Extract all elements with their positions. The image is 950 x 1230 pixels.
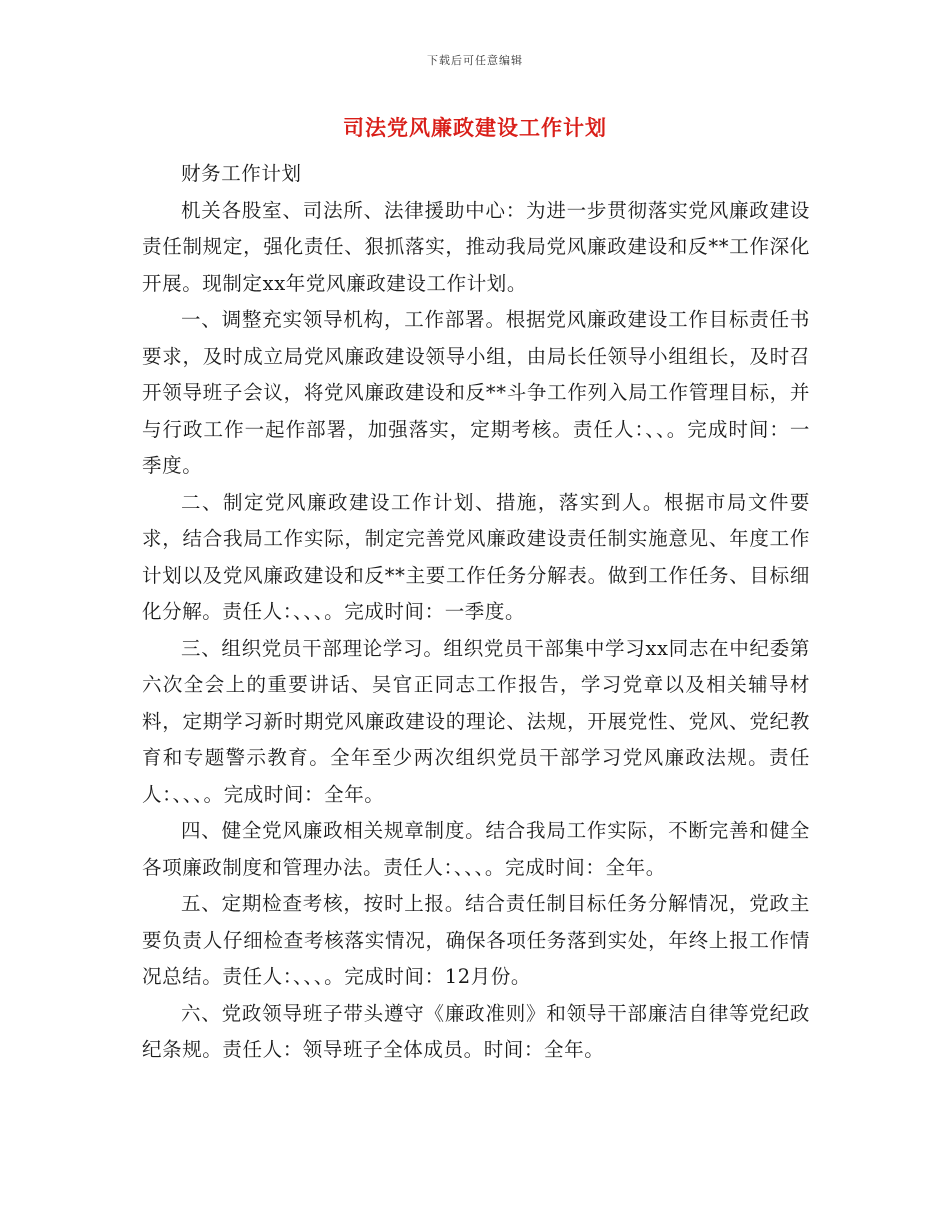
paragraph-intro: 机关各股室、司法所、法律援助中心：为进一步贯彻落实党风廉政建设责任制规定，强化责任、狠抓落实，推动我局党风廉政建设和反**工作深化开展。现制定xx年党风廉政建设工作计划。 [142, 198, 810, 295]
paragraph-subtitle: 财务工作计划 [181, 162, 302, 185]
page-header-note: 下载后可任意编辑 [427, 54, 523, 67]
paragraph-section-5: 五、定期检查考核，按时上报。结合责任制目标任务分解情况，党政主要负责人仔细检查考核落实情况，确保各项任务落到实处，年终上报工作情况总结。责任人：、、、。完成时间：12月份。 [142, 892, 810, 988]
document-body [142, 156, 810, 1069]
paragraph-section-2: 二、制定党风廉政建设工作计划、措施，落实到人。根据市局文件要求，结合我局工作实际，制定完善党风廉政建设责任制实施意见、年度工作计划以及党风廉政建设和反**主要工作任务分解表。做到工作任务、目标细化分解。责任人：、、、。完成时间：一季度。 [142, 490, 810, 623]
paragraph-section-3: 三、组织党员干部理论学习。组织党员干部集中学习xx同志在中纪委第六次全会上的重要讲话、吴官正同志工作报告，学习党章以及相关辅导材料，定期学习新时期党风廉政建设的理论、法规，开展党性、党风、党纪教育和专题警示教育。全年至少两次组织党员干部学习党风廉政法规。责任人：、、、。完成时间：全年。 [142, 636, 810, 806]
paragraph-section-1: 一、调整充实领导机构，工作部署。根据党风廉政建设工作目标责任书要求，及时成立局党风廉政建设领导小组，由局长任领导小组组长，及时召开领导班子会议，将党风廉政建设和反**斗争工作列入局工作管理目标，并与行政工作一起作部署，加强落实，定期考核。责任人：、、。完成时间：一季度。 [142, 308, 810, 477]
paragraph-section-4: 四、健全党风廉政相关规章制度。结合我局工作实际，不断完善和健全各项廉政制度和管理办法。责任人：、、、。完成时间：全年。 [142, 819, 810, 879]
paragraph-section-6: 六、党政领导班子带头遵守《廉政准则》和领导干部廉洁自律等党纪政纪条规。责任人：领导班子全体成员。时间：全年。 [142, 1001, 810, 1061]
document-title: 司法党风廉政建设工作计划 [343, 116, 607, 140]
